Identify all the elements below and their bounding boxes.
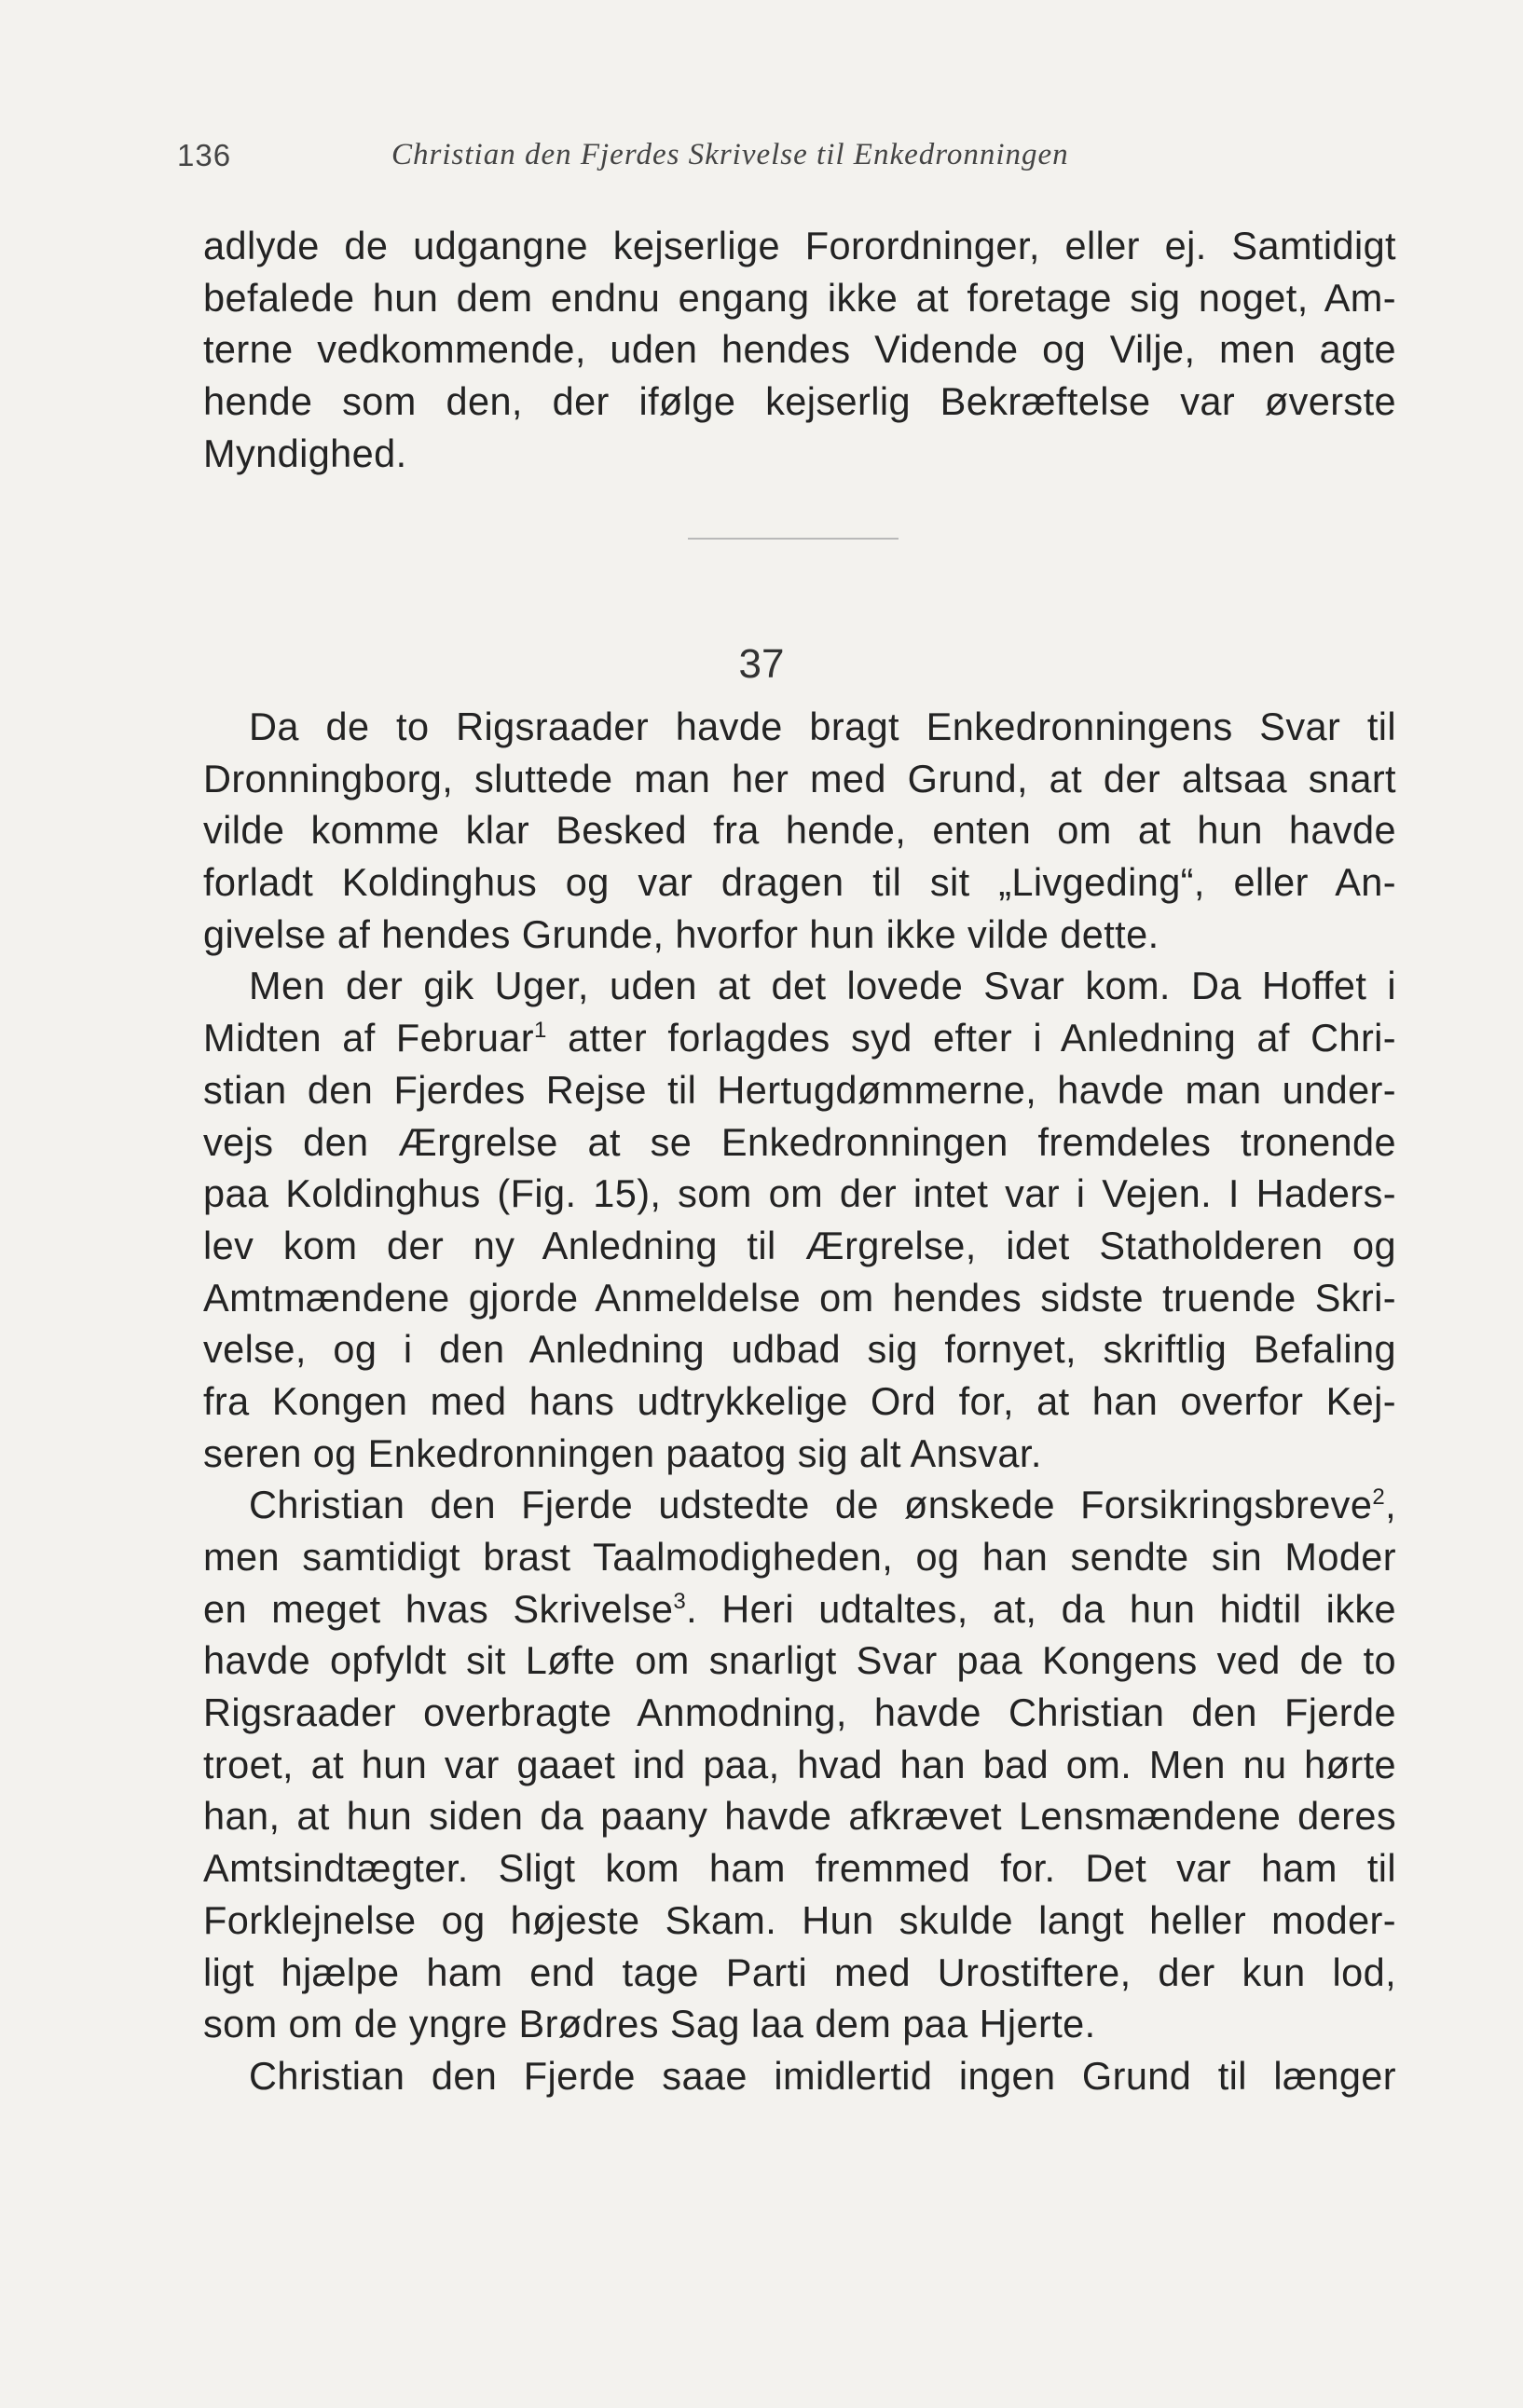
text-line: lev kom der ny Anledning til Ærgrelse, idet Statholderen og xyxy=(203,1223,1396,1267)
text-line: ligt hjælpe ham end tage Parti med Urostiftere, der kun lod, xyxy=(203,1950,1396,1994)
footnote-ref: 2 xyxy=(1372,1484,1386,1511)
text-line: Christian den Fjerde saae imidlertid ingen Grund til længer xyxy=(249,2053,1396,2098)
section-divider xyxy=(688,538,899,540)
text-line: paa Koldinghus (Fig. 15), som om der intet var i Vejen. I Haders- xyxy=(203,1171,1396,1216)
text-line: troet, at hun var gaaet ind paa, hvad han bad om. Men nu hørte xyxy=(203,1742,1396,1786)
text-line: Amtsindtægter. Sligt kom ham fremmed for. Det var ham til xyxy=(203,1846,1396,1891)
text-line: stian den Fjerdes Rejse til Hertugdømmerne, havde man under- xyxy=(203,1067,1396,1112)
text-line: som om de yngre Brødres Sag laa dem paa Hjerte. xyxy=(203,2002,1096,2046)
running-title: Christian den Fjerdes Skrivelse til Enkedronningen xyxy=(391,138,1069,171)
text-line: seren og Enkedronningen paatog sig alt Ansvar. xyxy=(203,1430,1042,1475)
text-line: fra Kongen med hans udtrykkelige Ord for, at han overfor Kej- xyxy=(203,1378,1396,1423)
section-number: 37 xyxy=(738,641,785,687)
text-line: Dronningborg, sluttede man her med Grund, at der altsaa snart xyxy=(203,756,1396,800)
paragraph-continued xyxy=(203,220,1396,479)
text-line: men samtidigt brast Taalmodigheden, og han sendte sin Moder xyxy=(203,1535,1396,1579)
text-line xyxy=(203,1012,1396,1064)
text-line: vejs den Ærgrelse at se Enkedronningen fremdeles tronende xyxy=(203,1119,1396,1164)
text-line: Rigsraader overbragte Anmodning, havde Christian den Fjerde xyxy=(203,1690,1396,1735)
text-line: han, at hun siden da paany havde afkrævet Lensmændene deres xyxy=(203,1794,1396,1839)
section-body xyxy=(203,701,1396,2102)
text-line xyxy=(203,1583,1396,1635)
footnote-ref: 3 xyxy=(673,1588,687,1614)
line-part: Christian den Fjerde udstedte de ønskede Forsikringsbreve xyxy=(249,1483,1373,1527)
text-line: terne vedkommende, uden hendes Vidende og Vilje, men agte xyxy=(203,327,1396,372)
text-line: Forklejnelse og højeste Skam. Hun skulde langt heller moder- xyxy=(203,1897,1396,1942)
page-number: 136 xyxy=(177,138,232,172)
text-line: Myndighed. xyxy=(203,431,407,475)
text-line: vilde komme klar Besked fra hende, enten om at hun havde xyxy=(203,808,1396,853)
line-part: Midten af Februar xyxy=(203,1016,535,1060)
line-part: . Heri udtaltes, at, da hun hidtil ikke xyxy=(686,1586,1396,1631)
text-line: Men der gik Uger, uden at det lovede Svar kom. Da Hoffet i xyxy=(249,964,1396,1008)
text-line: givelse af hendes Grunde, hvorfor hun ikke vilde dette. xyxy=(203,911,1159,956)
line-part: en meget hvas Skrivelse xyxy=(203,1586,674,1631)
line-part: atter forlagdes syd efter i Anledning af Chri- xyxy=(568,1016,1397,1060)
text-line: adlyde de udgangne kejserlige Forordninger, eller ej. Samtidigt xyxy=(203,224,1396,267)
text-line: havde opfyldt sit Løfte om snarligt Svar paa Kongens ved de to xyxy=(203,1638,1396,1683)
text-line: Amtmændene gjorde Anmeldelse om hendes sidste truende Skri- xyxy=(203,1275,1396,1320)
running-head xyxy=(177,138,1230,185)
text-line: velse, og i den Anledning udbad sig fornyet, skriftlig Befaling xyxy=(203,1327,1396,1372)
footnote-ref: 1 xyxy=(534,1018,547,1044)
text-line: Da de to Rigsraader havde bragt Enkedronningens Svar til xyxy=(249,705,1396,748)
text-line: forladt Koldinghus og var dragen til sit „Livgeding“, eller An- xyxy=(203,860,1396,905)
text-line: hende som den, der ifølge kejserlig Bekræftelse var øverste xyxy=(203,379,1396,424)
line-part: , xyxy=(1385,1483,1396,1527)
text-line xyxy=(203,1479,1396,1531)
text-line: befalede hun dem endnu engang ikke at foretage sig noget, Am- xyxy=(203,275,1396,320)
